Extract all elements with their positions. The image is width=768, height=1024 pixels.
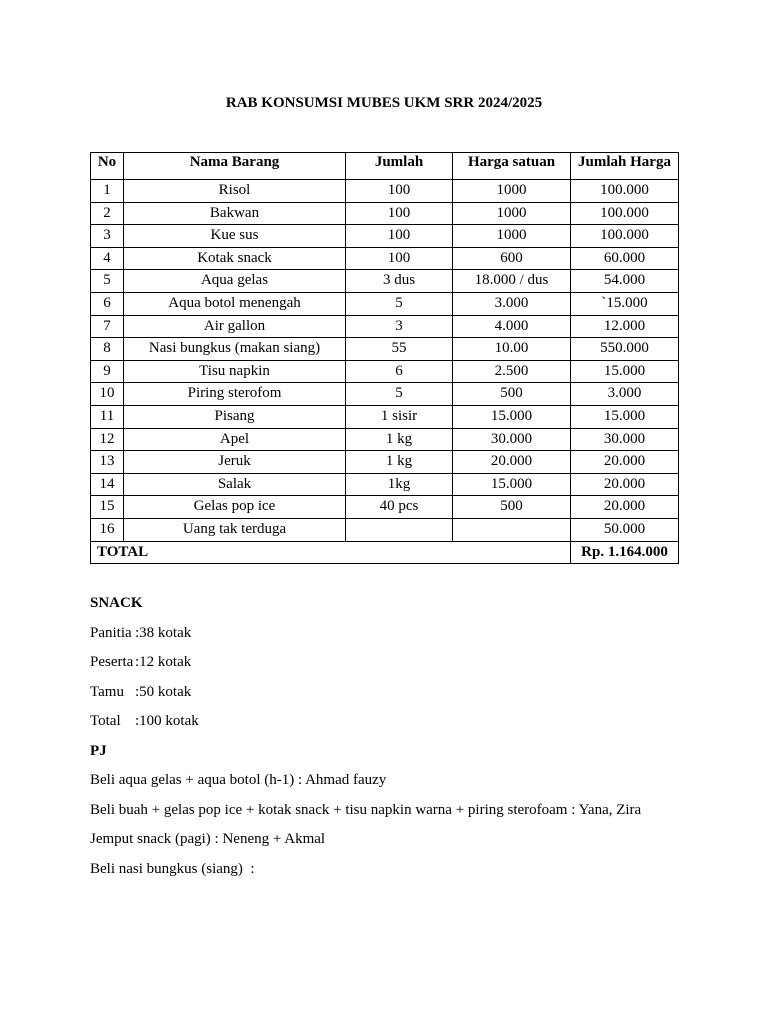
cell-no: 5 xyxy=(91,270,124,293)
cell-no: 15 xyxy=(91,496,124,519)
cell-harga-satuan: 18.000 / dus xyxy=(453,270,571,293)
cell-no: 7 xyxy=(91,315,124,338)
cell-harga-satuan: 20.000 xyxy=(453,451,571,474)
snack-item-peserta xyxy=(90,652,730,682)
cell-jumlah: 1kg xyxy=(346,473,453,496)
cell-nama-barang: Risol xyxy=(124,180,346,203)
cell-nama-barang: Salak xyxy=(124,473,346,496)
cell-nama-barang: Aqua gelas xyxy=(124,270,346,293)
cell-nama-barang: Bakwan xyxy=(124,202,346,225)
cell-harga-satuan: 1000 xyxy=(453,180,571,203)
snack-item-separator: : xyxy=(135,713,140,729)
total-label: TOTAL xyxy=(91,541,571,564)
total-value: Rp. 1.164.000 xyxy=(571,541,679,564)
cell-harga-satuan: 600 xyxy=(453,247,571,270)
table-row xyxy=(91,202,679,225)
cell-jumlah: 3 xyxy=(346,315,453,338)
snack-heading: SNACK xyxy=(90,595,143,611)
cell-no: 14 xyxy=(91,473,124,496)
cell-nama-barang: Pisang xyxy=(124,405,346,428)
snack-item-panitia xyxy=(90,623,730,653)
cell-jumlah: 55 xyxy=(346,338,453,361)
cell-no: 11 xyxy=(91,405,124,428)
cell-jumlah: 1 kg xyxy=(346,428,453,451)
cell-no: 3 xyxy=(91,225,124,248)
cell-jumlah-harga: 12.000 xyxy=(571,315,679,338)
cell-nama-barang: Air gallon xyxy=(124,315,346,338)
cell-jumlah xyxy=(346,518,453,541)
cell-jumlah-harga: 54.000 xyxy=(571,270,679,293)
cell-jumlah-harga: 60.000 xyxy=(571,247,679,270)
snack-item-value: 100 kotak xyxy=(139,713,199,729)
table-row xyxy=(91,360,679,383)
snack-item-label: Total xyxy=(90,713,121,729)
cell-jumlah: 100 xyxy=(346,247,453,270)
cell-nama-barang: Piring sterofom xyxy=(124,383,346,406)
cell-jumlah: 1 sisir xyxy=(346,405,453,428)
cell-jumlah: 5 xyxy=(346,383,453,406)
cell-harga-satuan: 500 xyxy=(453,383,571,406)
cell-jumlah: 6 xyxy=(346,360,453,383)
cell-no: 1 xyxy=(91,180,124,203)
cell-nama-barang: Apel xyxy=(124,428,346,451)
cell-jumlah-harga: 15.000 xyxy=(571,405,679,428)
snack-item-separator: : xyxy=(135,654,140,670)
table-total-row xyxy=(91,541,679,564)
header-jumlah-harga: Jumlah Harga xyxy=(571,153,679,180)
table-header-row xyxy=(91,153,679,180)
cell-jumlah-harga: 20.000 xyxy=(571,473,679,496)
cell-jumlah-harga: 3.000 xyxy=(571,383,679,406)
pj-line: Beli aqua gelas + aqua botol (h-1) : Ahmad fauzy xyxy=(90,772,387,788)
header-jumlah: Jumlah xyxy=(346,153,453,180)
cell-nama-barang: Aqua botol menengah xyxy=(124,292,346,315)
table-row xyxy=(91,428,679,451)
table-row xyxy=(91,180,679,203)
cell-no: 12 xyxy=(91,428,124,451)
table-row xyxy=(91,270,679,293)
cell-nama-barang: Jeruk xyxy=(124,451,346,474)
table-row xyxy=(91,225,679,248)
pj-line: Jemput snack (pagi) : Neneng + Akmal xyxy=(90,831,326,847)
table-row xyxy=(91,338,679,361)
cell-nama-barang: Tisu napkin xyxy=(124,360,346,383)
table-row xyxy=(91,496,679,519)
pj-heading: PJ xyxy=(90,742,107,759)
cell-no: 6 xyxy=(91,292,124,315)
cell-harga-satuan: 1000 xyxy=(453,202,571,225)
cell-harga-satuan: 30.000 xyxy=(453,428,571,451)
snack-item-label: Panitia xyxy=(90,624,132,641)
cell-harga-satuan xyxy=(453,518,571,541)
snack-item-total xyxy=(90,711,730,741)
cell-jumlah: 1 kg xyxy=(346,451,453,474)
cell-no: 10 xyxy=(91,383,124,406)
cell-harga-satuan: 2.500 xyxy=(453,360,571,383)
cell-no: 16 xyxy=(91,518,124,541)
snack-item-value: 38 kotak xyxy=(139,624,192,641)
cell-jumlah-harga: 20.000 xyxy=(571,451,679,474)
cell-jumlah-harga: 100.000 xyxy=(571,202,679,225)
cell-jumlah-harga: 50.000 xyxy=(571,518,679,541)
header-nama-barang: Nama Barang xyxy=(124,153,346,180)
cell-nama-barang: Gelas pop ice xyxy=(124,496,346,519)
cell-no: 8 xyxy=(91,338,124,361)
cell-no: 2 xyxy=(91,202,124,225)
document-title: RAB KONSUMSI MUBES UKM SRR 2024/2025 xyxy=(225,95,543,111)
cell-jumlah: 40 pcs xyxy=(346,496,453,519)
cell-jumlah-harga: 100.000 xyxy=(571,180,679,203)
cell-jumlah-harga: 100.000 xyxy=(571,225,679,248)
cell-jumlah: 100 xyxy=(346,180,453,203)
cell-no: 4 xyxy=(91,247,124,270)
table-row xyxy=(91,292,679,315)
snack-item-label: Tamu xyxy=(90,683,124,700)
table-row xyxy=(91,383,679,406)
table-row xyxy=(91,518,679,541)
cell-jumlah: 5 xyxy=(346,292,453,315)
cell-jumlah-harga: 20.000 xyxy=(571,496,679,519)
cell-jumlah: 100 xyxy=(346,225,453,248)
cell-jumlah-harga: 550.000 xyxy=(571,338,679,361)
table-row xyxy=(91,247,679,270)
pj-line: Beli buah + gelas pop ice + kotak snack + tisu napkin warna + piring sterofoam : Yana, Zira xyxy=(90,801,642,818)
table-row xyxy=(91,405,679,428)
table-row xyxy=(91,315,679,338)
cell-jumlah-harga: 30.000 xyxy=(571,428,679,451)
cell-no: 9 xyxy=(91,360,124,383)
cell-jumlah-harga: 15.000 xyxy=(571,360,679,383)
table-row xyxy=(91,473,679,496)
snack-item-separator: : xyxy=(135,624,140,641)
cell-harga-satuan: 15.000 xyxy=(453,473,571,496)
cell-nama-barang: Nasi bungkus (makan siang) xyxy=(124,338,346,361)
notes-section xyxy=(90,593,730,888)
snack-item-tamu xyxy=(90,682,730,712)
snack-item-value: 50 kotak xyxy=(139,683,192,700)
header-no: No xyxy=(91,153,124,180)
cell-harga-satuan: 500 xyxy=(453,496,571,519)
cell-jumlah-harga: `15.000 xyxy=(571,292,679,315)
cell-harga-satuan: 1000 xyxy=(453,225,571,248)
cell-nama-barang: Kotak snack xyxy=(124,247,346,270)
table-row xyxy=(91,451,679,474)
cell-harga-satuan: 3.000 xyxy=(453,292,571,315)
cell-harga-satuan: 10.00 xyxy=(453,338,571,361)
cell-no: 13 xyxy=(91,451,124,474)
table-body xyxy=(91,180,679,564)
budget-table xyxy=(90,152,679,564)
pj-line: Beli nasi bungkus (siang) : xyxy=(90,860,255,877)
cell-nama-barang: Kue sus xyxy=(124,225,346,248)
cell-jumlah: 100 xyxy=(346,202,453,225)
cell-harga-satuan: 4.000 xyxy=(453,315,571,338)
snack-item-separator: : xyxy=(135,683,140,700)
cell-jumlah: 3 dus xyxy=(346,270,453,293)
cell-harga-satuan: 15.000 xyxy=(453,405,571,428)
snack-item-label: Peserta xyxy=(90,654,134,670)
snack-item-value: 12 kotak xyxy=(139,654,192,670)
cell-nama-barang: Uang tak terduga xyxy=(124,518,346,541)
header-harga-satuan: Harga satuan xyxy=(453,153,571,180)
